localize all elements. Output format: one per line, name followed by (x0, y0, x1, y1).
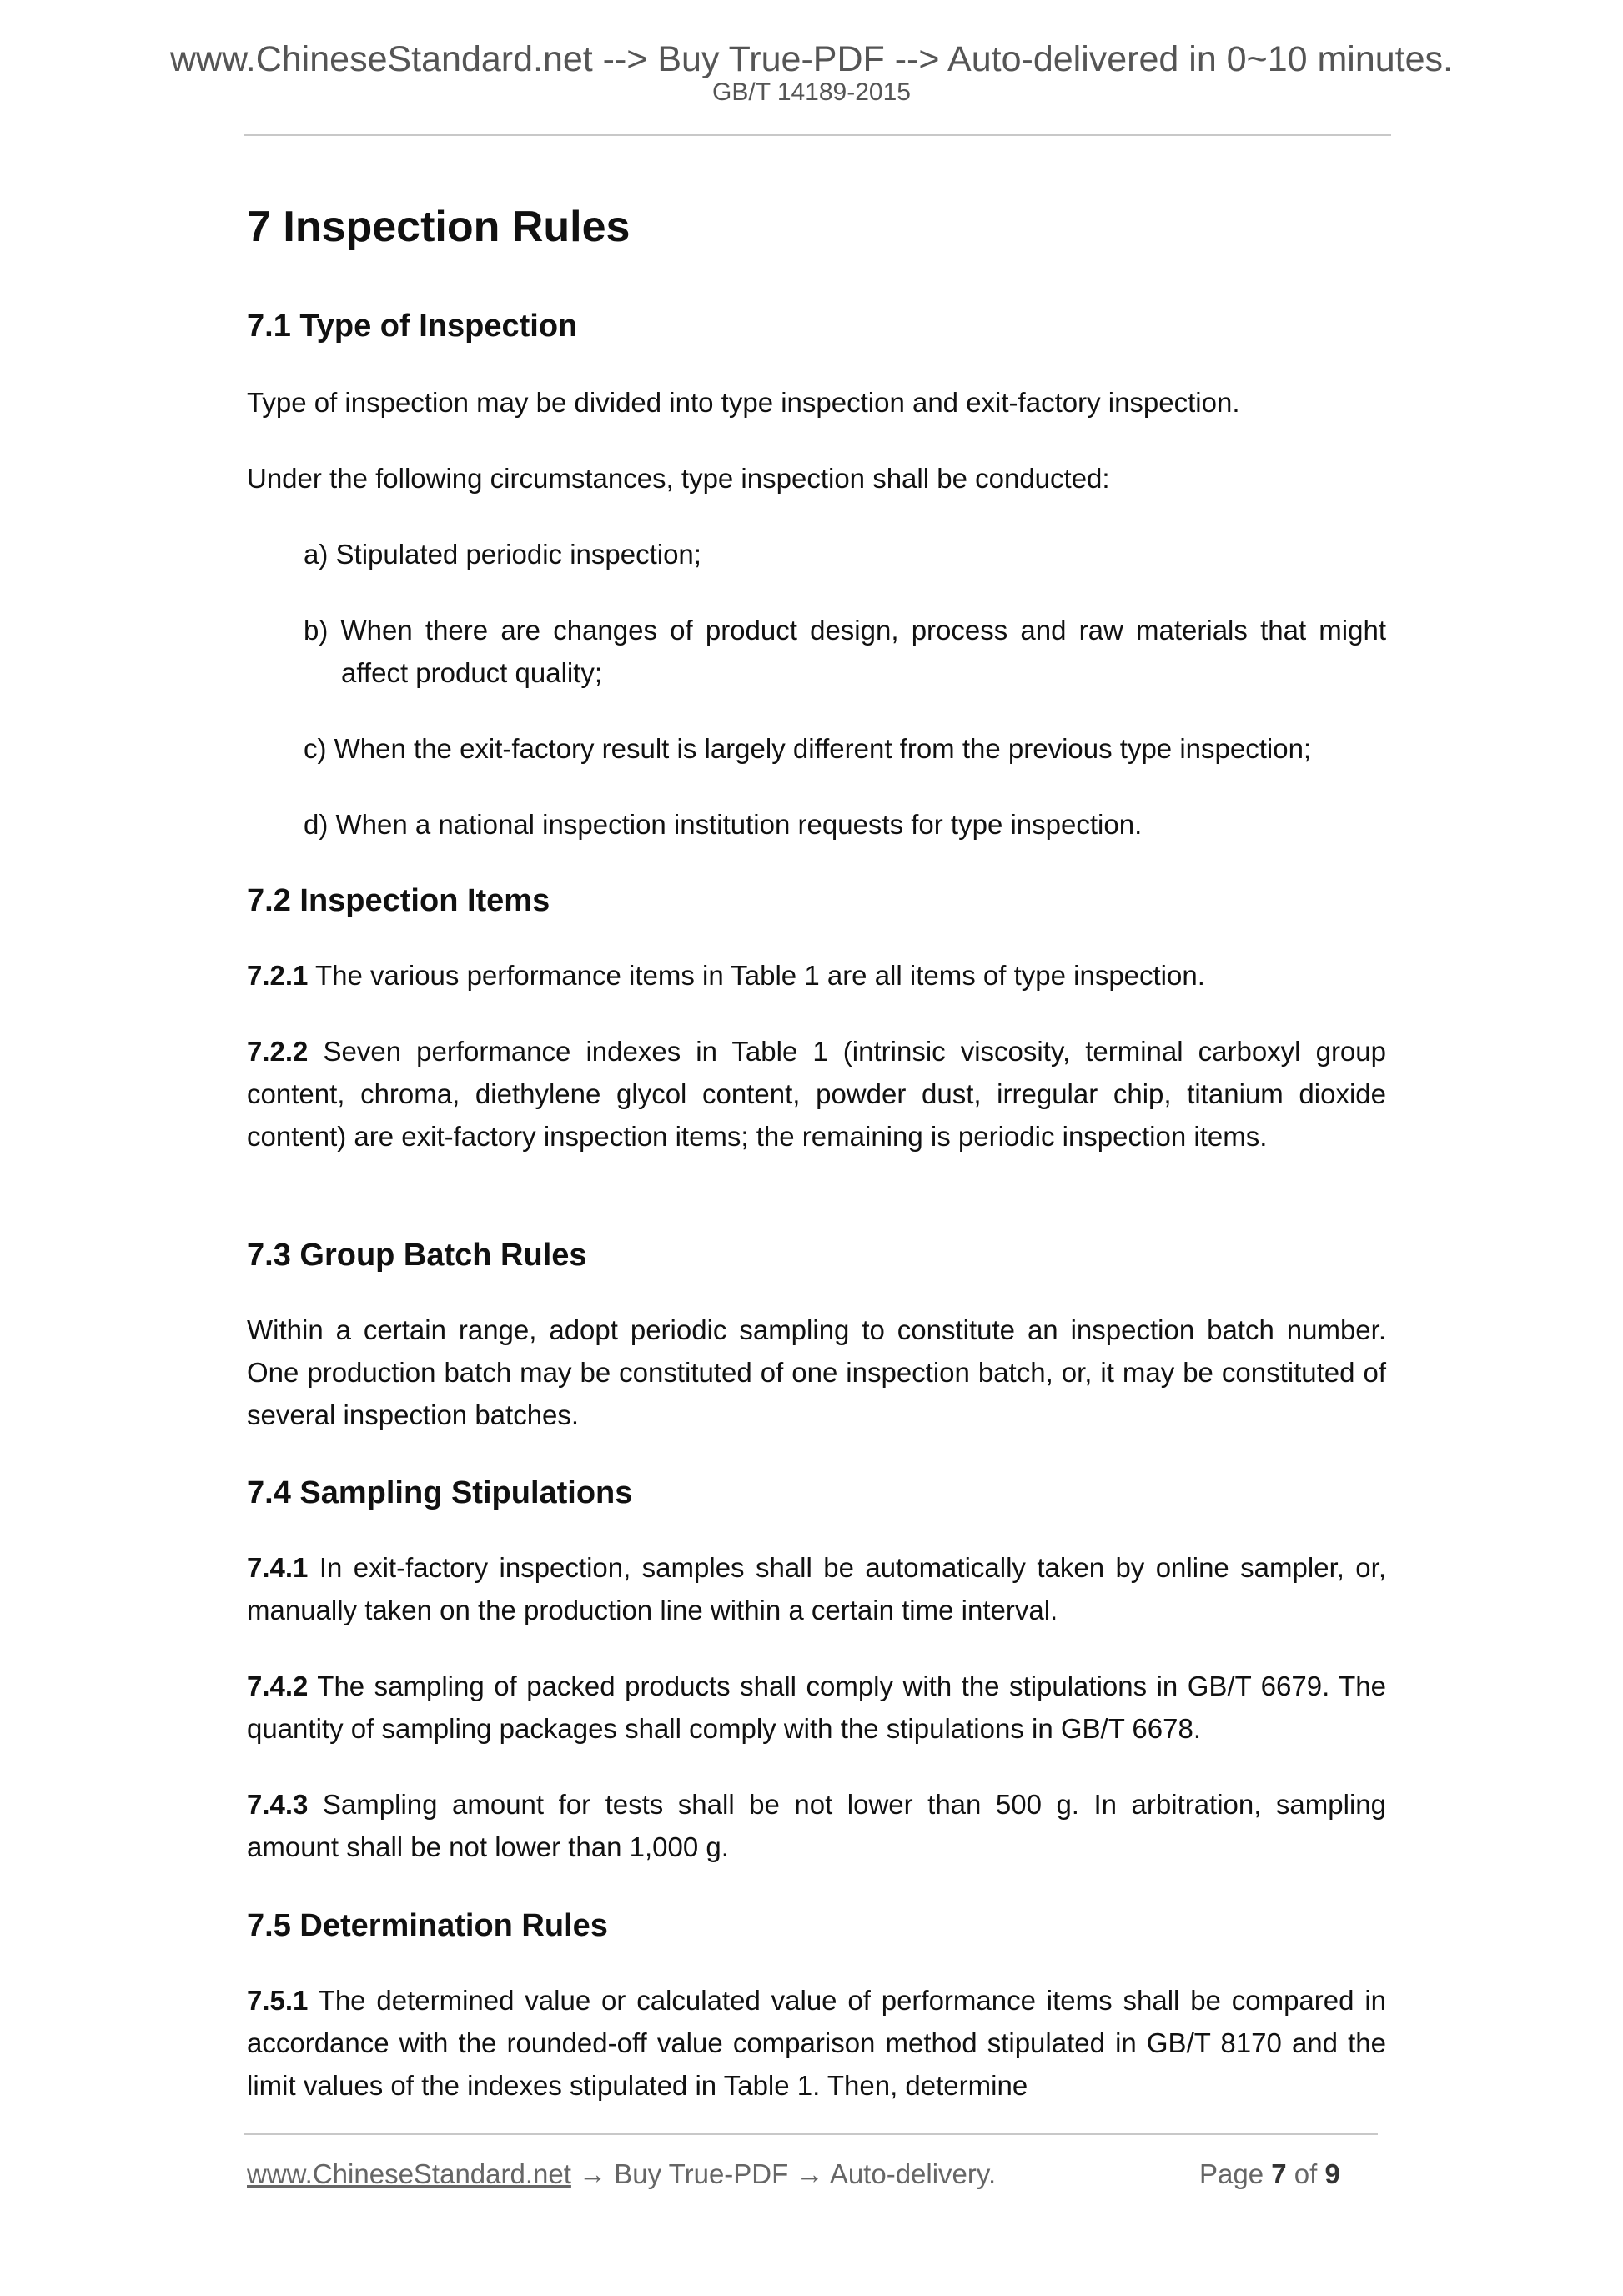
heading-7-2: 7.2 Inspection Items (247, 883, 550, 918)
clause-number: 7.5.1 (247, 1985, 309, 2016)
footer-divider (244, 2133, 1378, 2135)
clause-text: The determined value or calculated value of performance items shall be compared in accordance with the rounded-off value comparison method stipulated in GB/T 8170 and the limit values of the indexes stipulated in Table 1. Then, determine (247, 1985, 1386, 2101)
clause-number: 7.4.2 (247, 1671, 309, 1701)
list-item-a: a) Stipulated periodic inspection; (304, 539, 701, 570)
list-item-b: b) When there are changes of product design, process and raw materials that might affect product quality; (304, 615, 1386, 688)
header-divider (244, 134, 1391, 136)
clause-text: Sampling amount for tests shall be not lower than 500 g. In arbitration, sampling amount shall be not lower than 1,000 g. (247, 1789, 1386, 1862)
clause-number: 7.4.1 (247, 1552, 309, 1583)
clause-7-4-1 (247, 1546, 1386, 1631)
header-banner: www.ChineseStandard.net --> Buy True-PDF --> Auto-delivered in 0~10 minutes. (169, 39, 1453, 79)
heading-7-3: 7.3 Group Batch Rules (247, 1238, 587, 1273)
heading-7-1: 7.1 Type of Inspection (247, 309, 578, 344)
clause-7-4-3 (247, 1783, 1386, 1868)
clause-text: The various performance items in Table 1 are all items of type inspection. (314, 960, 1205, 991)
section-7-title: 7 Inspection Rules (247, 203, 631, 251)
footer-site-link[interactable]: www.ChineseStandard.net (247, 2158, 571, 2189)
clause-7-2-2 (247, 1030, 1386, 1158)
list-item-c: c) When the exit-factory result is largely different from the previous type inspection; (304, 733, 1312, 764)
paragraph-7-3: Within a certain range, adopt periodic sampling to constitute an inspection batch number. One production batch may be constituted of one inspection batch, or, it may be constituted of several inspection batches. (247, 1314, 1386, 1430)
page-label: Page (1199, 2158, 1264, 2189)
clause-7-4-2 (247, 1665, 1386, 1750)
clause-7-5-1 (247, 1979, 1386, 2107)
paragraph-7-1-circumstances: Under the following circumstances, type inspection shall be conducted: (247, 463, 1110, 494)
clause-text: Seven performance indexes in Table 1 (intrinsic viscosity, terminal carboxyl group content, chroma, diethylene glycol content, powder dust, irregular chip, titanium dioxide content) are exit-factory inspection items; the remaining is periodic inspection items. (247, 1036, 1386, 1152)
of-label: of (1294, 2158, 1318, 2189)
document-id: GB/T 14189-2015 (712, 78, 911, 106)
paragraph-7-1-intro: Type of inspection may be divided into type inspection and exit-factory inspection. (247, 387, 1240, 418)
clause-number: 7.4.3 (247, 1789, 309, 1820)
page-current: 7 (1271, 2158, 1287, 2189)
page-total: 9 (1324, 2158, 1340, 2189)
clause-text: In exit-factory inspection, samples shall be automatically taken by online sampler, or, manually taken on the production line within a certain time interval. (247, 1552, 1386, 1625)
clause-7-2-1 (247, 954, 1386, 997)
footer-tagline: → Buy True-PDF → Auto-delivery. (570, 2158, 997, 2189)
clause-text: The sampling of packed products shall comply with the stipulations in GB/T 6679. The quantity of sampling packages shall comply with the stipulations in GB/T 6678. (247, 1671, 1386, 1744)
footer-left (247, 2158, 996, 2190)
clause-number: 7.2.2 (247, 1036, 309, 1067)
clause-number: 7.2.1 (247, 960, 309, 991)
heading-7-4: 7.4 Sampling Stipulations (247, 1475, 633, 1510)
page-indicator (1199, 2158, 1340, 2190)
heading-7-5: 7.5 Determination Rules (247, 1908, 608, 1943)
list-item-d: d) When a national inspection institution requests for type inspection. (304, 809, 1143, 840)
